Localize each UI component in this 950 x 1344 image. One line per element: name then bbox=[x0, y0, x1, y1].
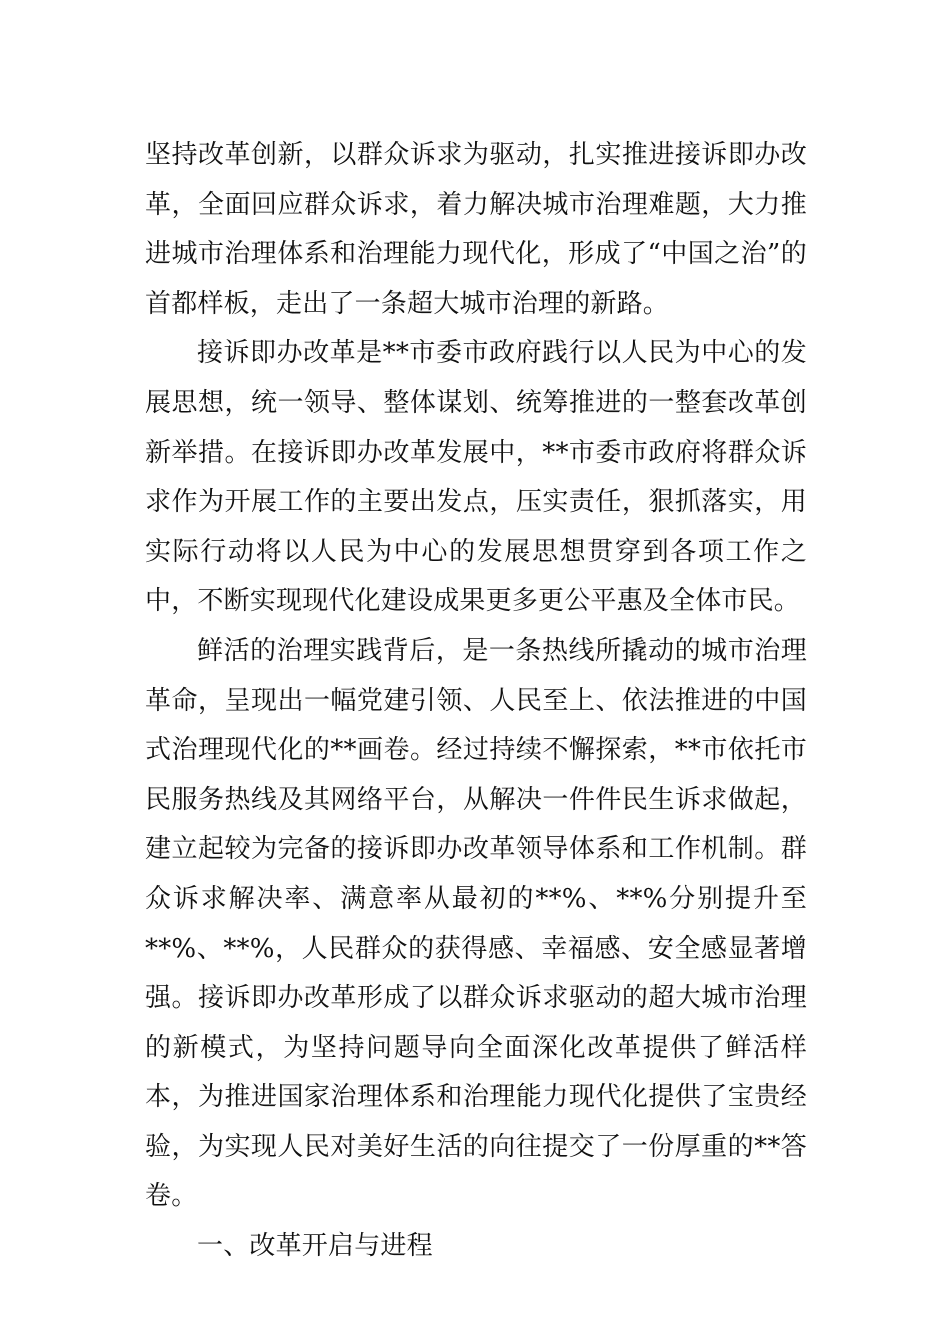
document-body bbox=[145, 131, 807, 1272]
section-heading: 一、改革开启与进程 bbox=[197, 1231, 433, 1262]
paragraph-2: 接诉即办改革是**市委市政府践行以人民为中心的发展思想，统一领导、整体谋划、统筹推进的一整套改革创新举措。在接诉即办改革发展中，**市委市政府将群众诉求作为开展工作的主要出发点，压实责任，狠抓落实，用实际行动将以人民为中心的发展思想贯穿到各项工作之中，不断实现现代化建设成果更多更公平惠及全体市民。 bbox=[145, 338, 807, 617]
paragraph-3: 鲜活的治理实践背后，是一条热线所撬动的城市治理革命，呈现出一幅党建引领、人民至上、依法推进的中国式治理现代化的**画卷。经过持续不懈探索，**市依托市民服务热线及其网络平台，从解决一件件民生诉求做起，建立起较为完备的接诉即办改革领导体系和工作机制。群众诉求解决率、满意率从最初的**%、**%分别提升至**%、**%，人民群众的获得感、幸福感、安全感显著增强。接诉即办改革形成了以群众诉求驱动的超大城市治理的新模式，为坚持问题导向全面深化改革提供了鲜活样本，为推进国家治理体系和治理能力现代化提供了宝贵经验，为实现人民对美好生活的向往提交了一份厚重的**答卷。 bbox=[145, 635, 807, 1212]
paragraph-1: 坚持改革创新，以群众诉求为驱动，扎实推进接诉即办改革，全面回应群众诉求，着力解决城市治理难题，大力推进城市治理体系和治理能力现代化，形成了“中国之治”的首都样板，走出了一条超大城市治理的新路。 bbox=[145, 140, 807, 319]
